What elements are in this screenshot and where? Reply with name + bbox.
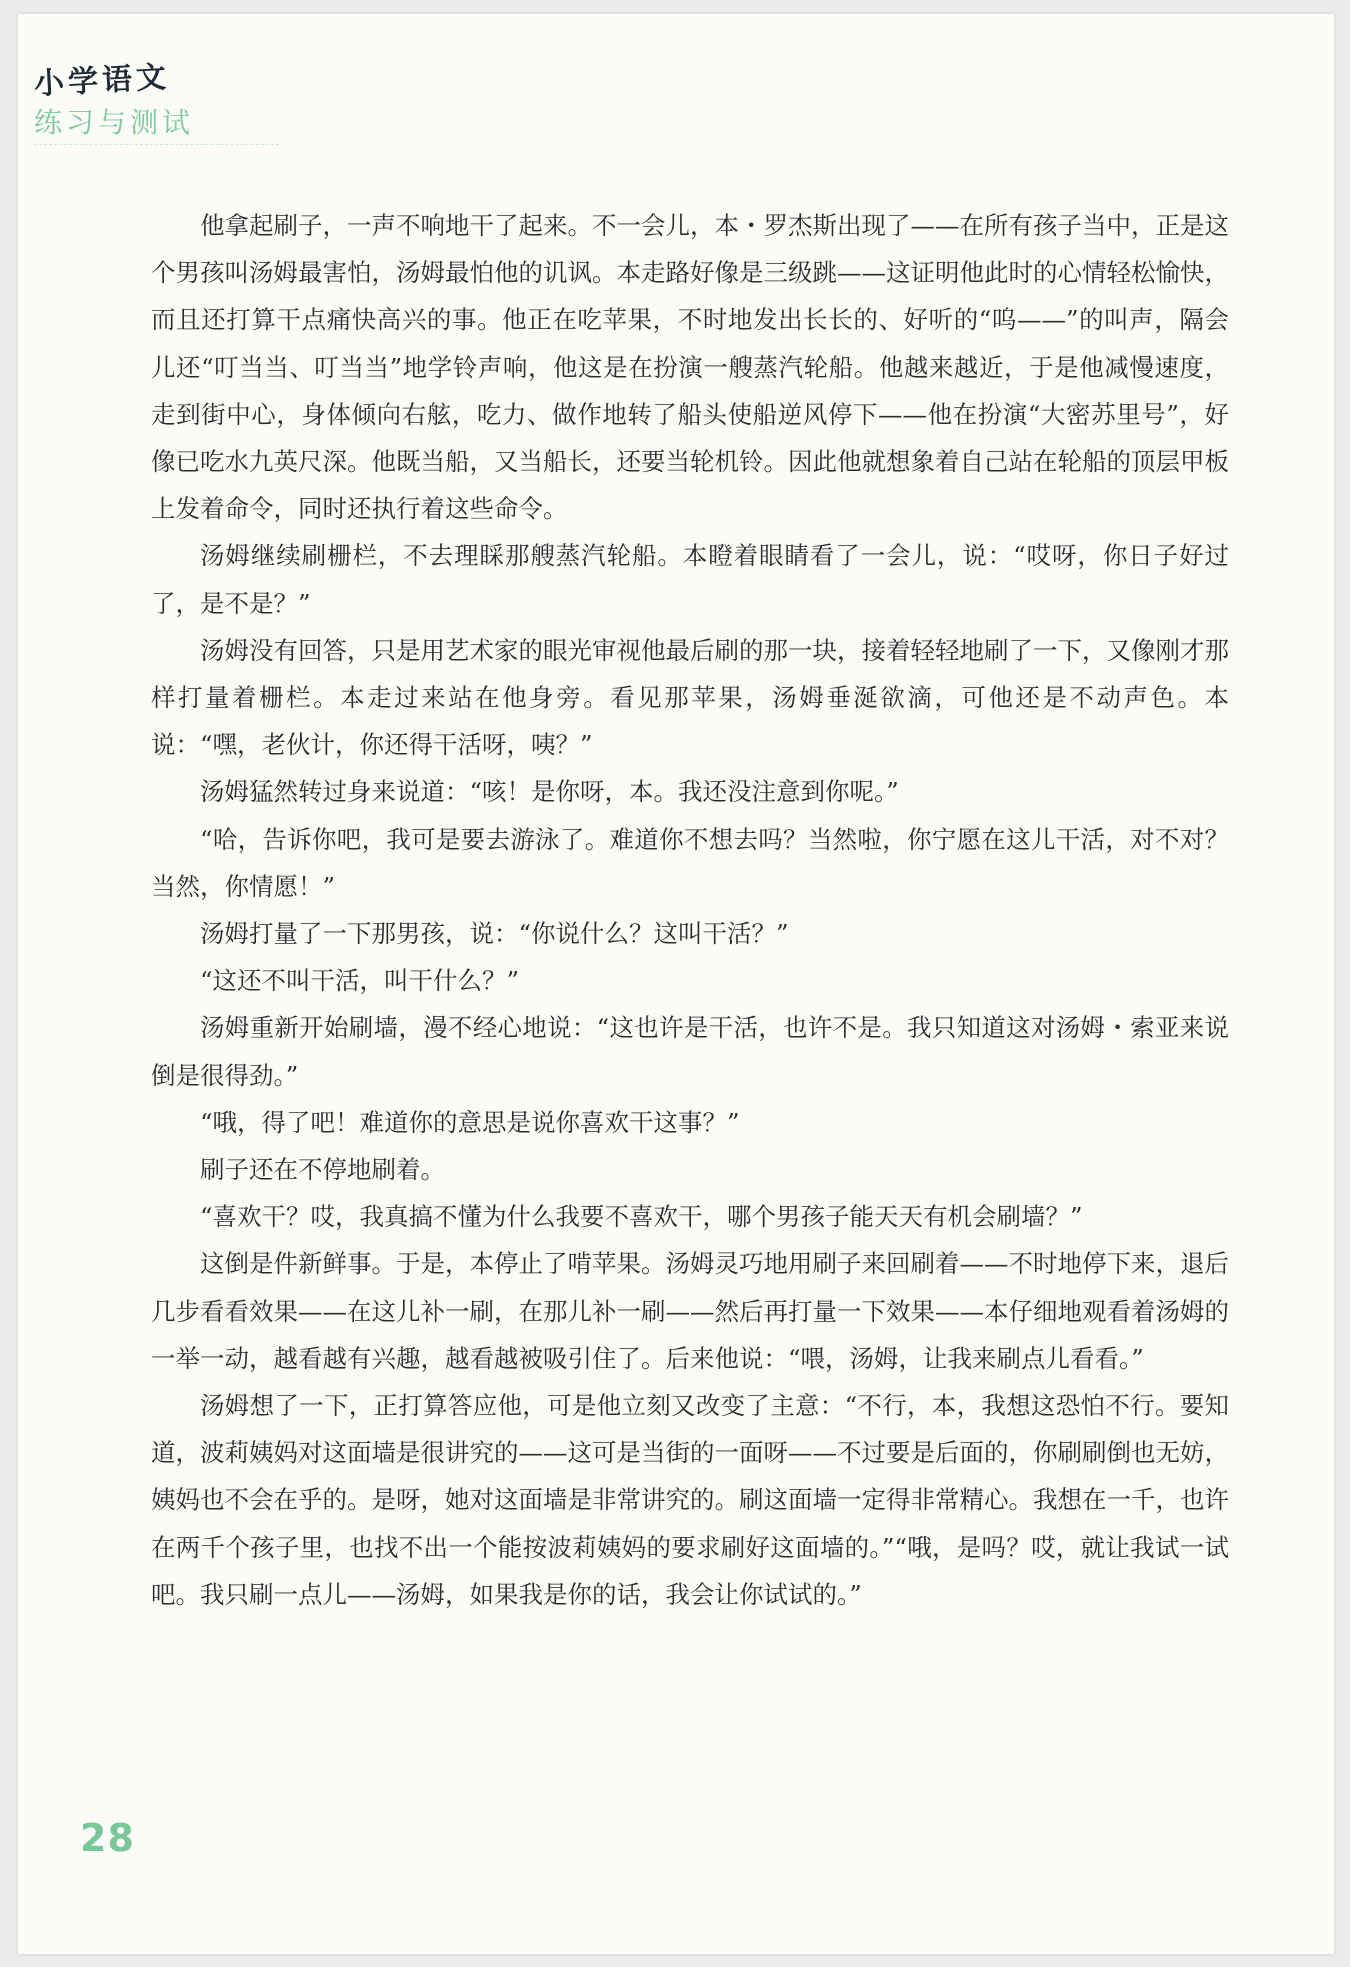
paragraph: “哦，得了吧！难道你的意思是说你喜欢干这事？”: [200, 1107, 740, 1137]
paragraph: 汤姆重新开始刷墙，漫不经心地说：“这也许是干活，也许不是。我只知道这对汤姆・索亚来说倒是很得劲。”: [151, 1013, 1229, 1090]
book-page: [18, 14, 1334, 1954]
text-body: [151, 202, 1229, 1618]
paragraph: “哈，告诉你吧，我可是要去游泳了。难道你不想去吗？当然啦，你宁愿在这儿干活，对不对？当然，你情愿！”: [151, 824, 1229, 901]
paragraph: 汤姆想了一下，正打算答应他，可是他立刻又改变了主意：“不行，本，我想这恐怕不行。要知道，波莉姨妈对这面墙是很讲究的——这可是当街的一面呀——不过要是后面的，你刷刷倒也无妨，姨妈也不会在乎的。是呀，她对这面墙是非常讲究的。刷这面墙一定得非常精心。我想在一千，也许在两千个孩子里，也找不出一个能按波莉姨妈的要求刷好这面墙的。”“哦，是吗？哎，就让我试一试吧。我只刷一点儿——汤姆，如果我是你的话，我会让你试试的。”: [151, 1391, 1229, 1609]
paragraph: “这还不叫干活，叫干什么？”: [200, 966, 520, 996]
paragraph: 汤姆打量了一下那男孩，说：“你说什么？这叫干活？”: [200, 919, 789, 949]
paragraph: 汤姆继续刷栅栏，不去理睬那艘蒸汽轮船。本瞪着眼睛看了一会儿，说：“哎呀，你日子好过了，是不是？”: [151, 541, 1229, 618]
paragraph: 这倒是件新鲜事。于是，本停止了啃苹果。汤姆灵巧地用刷子来回刷着——不时地停下来，退后几步看看效果——在这儿补一刷，在那儿补一刷——然后再打量一下效果——本仔细地观看着汤姆的一举一动，越看越有兴趣，越看越被吸引住了。后来他说：“喂，汤姆，让我来刷点儿看看。”: [151, 1249, 1229, 1373]
paragraph: 汤姆猛然转过身来说道：“咳！是你呀，本。我还没注意到你呢。”: [200, 777, 899, 807]
book-title: 小学语文: [33, 59, 171, 102]
book-subtitle: 练习与测试: [34, 102, 279, 145]
paragraph: “喜欢干？哎，我真搞不懂为什么我要不喜欢干，哪个男孩子能天天有机会刷墙？”: [200, 1202, 1083, 1232]
paragraph: 汤姆没有回答，只是用艺术家的眼光审视他最后刷的那一块，接着轻轻地刷了一下，又像刚才那样打量着栅栏。本走过来站在他身旁。看见那苹果，汤姆垂涎欲滴，可他还是不动声色。本说：“嘿，老伙计，你还得干活呀，咦？”: [151, 635, 1229, 760]
page-number: 28: [80, 1816, 135, 1860]
paragraph: 刷子还在不停地刷着。: [200, 1155, 445, 1185]
paragraph: 他拿起刷子，一声不响地干了起来。不一会儿，本・罗杰斯出现了——在所有孩子当中，正是这个男孩叫汤姆最害怕，汤姆最怕他的讥讽。本走路好像是三级跳——这证明他此时的心情轻松愉快，而且还打算干点痛快高兴的事。他正在吃苹果，不时地发出长长的、好听的“呜——”的叫声，隔会儿还“叮当当、叮当当”地学铃声响，他这是在扮演一艘蒸汽轮船。他越来越近，于是他减慢速度，走到街中心，身体倾向右舷，吃力、做作地转了船头使船逆风停下——他在扮演“大密苏里号”，好像已吃水九英尺深。他既当船，又当船长，还要当轮机铃。因此他就想象着自己站在轮船的顶层甲板上发着命令，同时还执行着这些命令。: [151, 211, 1229, 524]
